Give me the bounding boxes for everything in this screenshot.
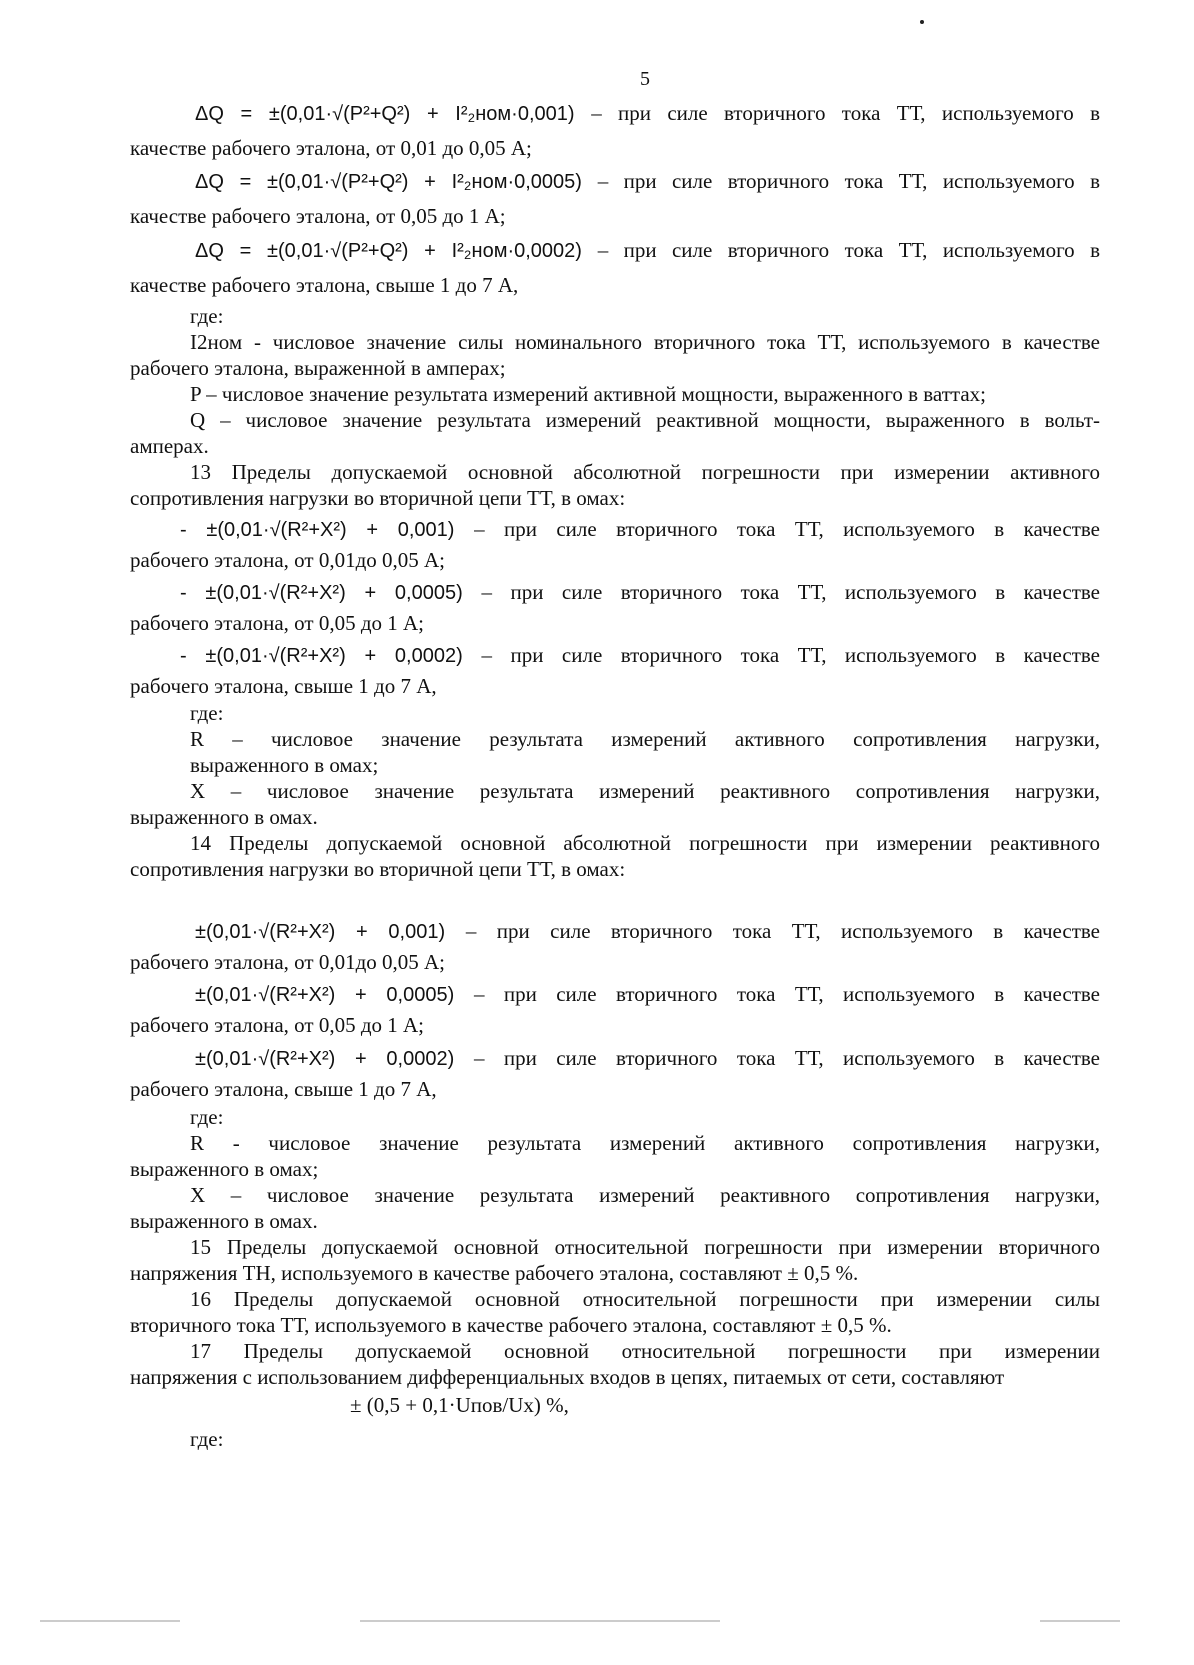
formula: ΔQ = ±(0,01·√(P²+Q²) + I²₂ном·0,0002) bbox=[195, 240, 598, 262]
line-text: рабочего эталона, от 0,05 до 1 А; bbox=[130, 1013, 425, 1037]
text-line bbox=[190, 407, 1100, 433]
text-line bbox=[130, 610, 424, 636]
text-line bbox=[130, 673, 437, 699]
formula-line bbox=[195, 168, 1100, 195]
text-line bbox=[130, 203, 506, 229]
line-text: рабочего эталона, свыше 1 до 7 А, bbox=[130, 1077, 437, 1101]
line-text: где: bbox=[190, 1105, 224, 1129]
text-line bbox=[190, 381, 986, 407]
text-line bbox=[350, 1392, 569, 1418]
line-text: – при силе вторичного тока ТТ, используемого в качестве bbox=[465, 919, 1100, 943]
line-text: напряжения ТН, используемого в качестве рабочего эталона, составляют ± 0,5 %. bbox=[130, 1261, 859, 1285]
text-line bbox=[190, 1104, 223, 1130]
text-line bbox=[130, 804, 318, 830]
text-line bbox=[130, 1076, 437, 1102]
line-text: P – числовое значение результата измерений активной мощности, выраженного в ваттах; bbox=[190, 382, 986, 406]
text-line bbox=[130, 1208, 318, 1234]
formula-line bbox=[180, 516, 1100, 543]
line-text: где: bbox=[190, 304, 224, 328]
line-text: где: bbox=[190, 1427, 224, 1451]
formula-line bbox=[195, 1045, 1100, 1072]
text-line bbox=[130, 547, 445, 573]
text-line bbox=[190, 303, 223, 329]
text-line bbox=[190, 1182, 1100, 1208]
line-text: рабочего эталона, свыше 1 до 7 А, bbox=[130, 674, 437, 698]
line-text: выраженного в омах; bbox=[190, 753, 379, 777]
text-line bbox=[130, 1012, 424, 1038]
formula-line bbox=[195, 100, 1100, 127]
text-line bbox=[130, 485, 625, 511]
line-text: R - числовое значение результата измерений активного сопротивления нагрузки, bbox=[190, 1131, 1100, 1155]
text-line bbox=[190, 329, 1100, 355]
line-text: Q – числовое значение результата измерений реактивной мощности, выраженного в вольт- bbox=[190, 408, 1100, 432]
formula: ±(0,01·√(R²+X²) + 0,0005) bbox=[195, 984, 474, 1006]
line-text: качестве рабочего эталона, от 0,05 до 1 А; bbox=[130, 204, 506, 228]
line-text: выраженного в омах. bbox=[130, 1209, 318, 1233]
line-text: X – числовое значение результата измерений реактивного сопротивления нагрузки, bbox=[190, 779, 1100, 803]
line-text: – при силе вторичного тока ТТ, используемого в качестве bbox=[481, 580, 1100, 604]
text-line bbox=[190, 1426, 223, 1452]
text-line bbox=[130, 355, 506, 381]
text-line bbox=[190, 700, 223, 726]
line-text: – при силе вторичного тока ТТ, используемого в качестве bbox=[473, 1046, 1100, 1070]
formula: - ±(0,01·√(R²+X²) + 0,0002) bbox=[180, 645, 482, 667]
line-text: где: bbox=[190, 701, 224, 725]
line-text: 16 Пределы допускаемой основной относительной погрешности при измерении силы bbox=[190, 1287, 1100, 1311]
formula: - ±(0,01·√(R²+X²) + 0,0005) bbox=[180, 582, 482, 604]
formula-line bbox=[180, 579, 1100, 606]
text-line bbox=[190, 1338, 1100, 1364]
scan-artifact bbox=[360, 1620, 720, 1622]
text-line bbox=[190, 1234, 1100, 1260]
line-text: качестве рабочего эталона, от 0,01 до 0,05 А; bbox=[130, 136, 532, 160]
scan-artifact bbox=[1040, 1620, 1120, 1622]
text-line bbox=[130, 1312, 892, 1338]
line-text: X – числовое значение результата измерений реактивного сопротивления нагрузки, bbox=[190, 1183, 1100, 1207]
formula: ±(0,01·√(R²+X²) + 0,0002) bbox=[195, 1048, 474, 1070]
text-line bbox=[130, 856, 625, 882]
page-number: 5 bbox=[640, 68, 650, 90]
formula-line bbox=[195, 981, 1100, 1008]
formula: ΔQ = ±(0,01·√(P²+Q²) + I²₂ном·0,001) bbox=[195, 103, 592, 125]
text-line bbox=[190, 1286, 1100, 1312]
line-text: 17 Пределы допускаемой основной относительной погрешности при измерении bbox=[190, 1339, 1100, 1363]
text-line bbox=[130, 272, 518, 298]
line-text: 13 Пределы допускаемой основной абсолютной погрешности при измерении активного bbox=[190, 460, 1100, 484]
line-text: 14 Пределы допускаемой основной абсолютной погрешности при измерении реактивного bbox=[190, 831, 1100, 855]
line-text: I2ном - числовое значение силы номинального вторичного тока ТТ, используемого в качестве bbox=[190, 330, 1100, 354]
formula-line bbox=[195, 237, 1100, 264]
text-line bbox=[190, 830, 1100, 856]
line-text: напряжения с использованием дифференциальных входов в цепях, питаемых от сети, составляют bbox=[130, 1365, 1005, 1389]
line-text: качестве рабочего эталона, свыше 1 до 7 А, bbox=[130, 273, 519, 297]
line-text: R – числовое значение результата измерений активного сопротивления нагрузки, bbox=[190, 727, 1100, 751]
line-text: – при силе вторичного тока ТТ, используемого в качестве bbox=[481, 643, 1100, 667]
text-line bbox=[130, 135, 532, 161]
line-text: сопротивления нагрузки во вторичной цепи ТТ, в омах: bbox=[130, 486, 626, 510]
text-line bbox=[130, 1260, 858, 1286]
text-line bbox=[190, 459, 1100, 485]
scan-speck bbox=[920, 20, 924, 24]
line-text: рабочего эталона, от 0,01до 0,05 А; bbox=[130, 548, 446, 572]
formula-line bbox=[180, 642, 1100, 669]
line-text: рабочего эталона, выраженной в амперах; bbox=[130, 356, 506, 380]
line-text: – при силе вторичного тока ТТ, используемого в качестве bbox=[474, 517, 1100, 541]
line-text: рабочего эталона, от 0,01до 0,05 А; bbox=[130, 950, 446, 974]
text-line bbox=[190, 1130, 1100, 1156]
line-text: – при силе вторичного тока ТТ, используемого в bbox=[597, 238, 1101, 262]
line-text: выраженного в омах. bbox=[130, 805, 318, 829]
formula: ΔQ = ±(0,01·√(P²+Q²) + I²₂ном·0,0005) bbox=[195, 171, 598, 193]
line-text: вторичного тока ТТ, используемого в качестве рабочего эталона, составляют ± 0,5 %. bbox=[130, 1313, 892, 1337]
text-line bbox=[130, 433, 209, 459]
formula-line bbox=[195, 918, 1100, 945]
text-line bbox=[130, 1156, 318, 1182]
formula: ±(0,01·√(R²+X²) + 0,001) bbox=[195, 921, 466, 943]
text-line bbox=[130, 1364, 1004, 1390]
scan-artifact bbox=[40, 1620, 180, 1622]
text-line bbox=[190, 778, 1100, 804]
line-text: – при силе вторичного тока ТТ, используемого в качестве bbox=[473, 982, 1100, 1006]
text-line bbox=[190, 726, 1100, 752]
line-text: сопротивления нагрузки во вторичной цепи ТТ, в омах: bbox=[130, 857, 626, 881]
line-text: – при силе вторичного тока ТТ, используемого в bbox=[597, 169, 1101, 193]
text-line bbox=[190, 752, 378, 778]
formula: - ±(0,01·√(R²+X²) + 0,001) bbox=[180, 519, 475, 541]
text-line bbox=[130, 949, 445, 975]
line-text: 15 Пределы допускаемой основной относительной погрешности при измерении вторичного bbox=[190, 1235, 1100, 1259]
line-text: выраженного в омах; bbox=[130, 1157, 319, 1181]
line-text: рабочего эталона, от 0,05 до 1 А; bbox=[130, 611, 425, 635]
line-text: – при силе вторичного тока ТТ, используемого в bbox=[591, 101, 1100, 125]
line-text: амперах. bbox=[130, 434, 209, 458]
line-text: ± (0,5 + 0,1·Uпов/Ux) %, bbox=[350, 1393, 569, 1417]
